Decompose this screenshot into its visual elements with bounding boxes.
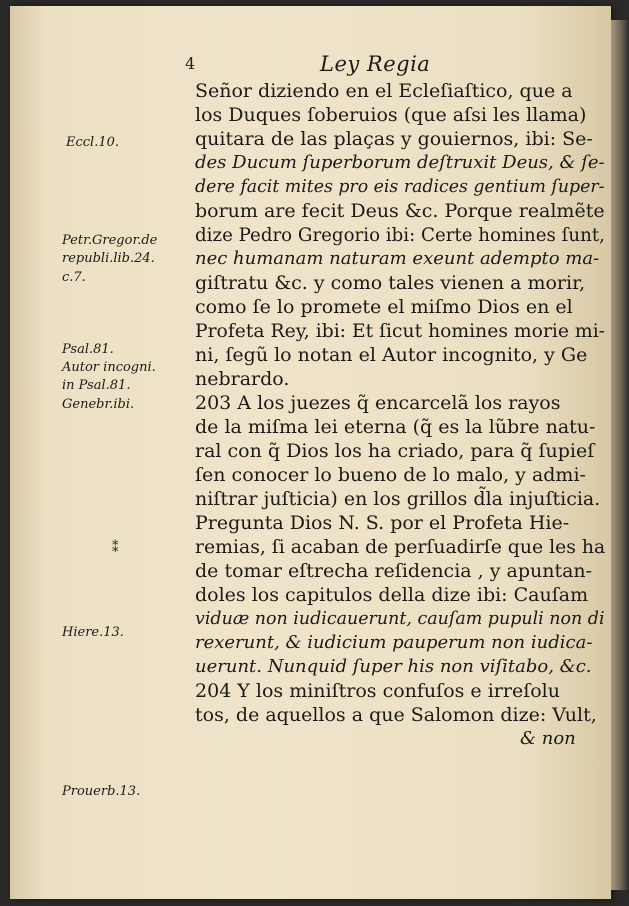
text-line: de la miſma lei eterna (q̃ es la lũbre natu-: [195, 416, 596, 438]
text-line: remias, ſi acaban de perſuadirſe que les ha: [195, 536, 606, 558]
text-line: de tomar eſtrecha reſidencia , y apuntan-: [195, 560, 593, 582]
text-line: Señor diziendo en el Ecleſiaſtico, que a: [195, 80, 573, 102]
margin-note: Petr.Gregor.de: [62, 233, 158, 248]
margin-note: c.7.: [62, 270, 86, 285]
text-line: 203 A los juezes q̃ encarcelã los rayos: [195, 392, 561, 414]
margin-note: Eccl.10.: [66, 135, 120, 150]
text-line: dize Pedro Gregorio ibi: Certe homines ſunt,: [195, 224, 605, 246]
text-line: quitara de las plaças y gouiernos, ibi: Se-: [195, 128, 593, 150]
text-line: tos, de aquellos a que Salomon dize: Vult,: [195, 704, 597, 726]
margin-note: Prouerb.13.: [62, 784, 141, 799]
text-line: 204 Y los miniſtros confuſos e irreſolu: [195, 680, 560, 702]
printer-ornament: ⁑: [112, 541, 119, 556]
text-line: borum are fecit Deus &c. Porque realmẽte: [195, 200, 605, 222]
text-line: nebrardo.: [195, 368, 290, 390]
text-line: Pregunta Dios N. S. por el Profeta Hie-: [195, 512, 570, 534]
running-title: Ley Regia: [320, 52, 431, 76]
text-line: ral con q̃ Dios los ha criado, para q̃ ſupieſ: [195, 440, 595, 462]
margin-note: Genebr.ibi.: [62, 397, 135, 412]
text-line: viduæ non iudicauerunt, cauſam pupuli non di: [195, 608, 605, 629]
catchword: & non: [520, 728, 576, 749]
text-line: des Ducum ſuperborum deſtruxit Deus, & ſe-: [195, 152, 605, 173]
text-line: nec humanam naturam exeunt adempto ma-: [195, 248, 600, 269]
margin-note: Autor incogni.: [62, 360, 156, 375]
text-line: uerunt. Nunquid ſuper his non viſitabo, &c.: [195, 656, 592, 677]
text-line: ſen conocer lo bueno de lo malo, y admi-: [195, 464, 586, 486]
page-edge: [611, 20, 629, 890]
text-line: como ſe lo promete el miſmo Dios en el: [195, 296, 573, 318]
book-page: [10, 6, 611, 899]
text-line: doles los capitulos della dize ibi: Cauſam: [195, 584, 589, 606]
text-line: los Duques ſoberuios (que aſsi les llama): [195, 104, 587, 126]
margin-note: Hiere.13.: [62, 625, 124, 640]
page-number: 4: [185, 54, 196, 73]
margin-note: Psal.81.: [62, 342, 114, 357]
text-line: niſtrar juſticia) en los grillos d̃la injuſticia.: [195, 488, 601, 510]
text-line: ni, ſegũ lo notan el Autor incognito, y Ge: [195, 344, 588, 366]
text-line: Profeta Rey, ibi: Et ſicut homines morie mi-: [195, 320, 606, 342]
margin-note: republi.lib.24.: [62, 251, 155, 266]
text-line: rexerunt, & iudicium pauperum non iudica-: [195, 632, 593, 653]
margin-note: in Psal.81.: [62, 378, 131, 393]
text-line: giſtratu &c. y como tales vienen a morir,: [195, 272, 586, 294]
text-line: dere facit mites pro eis radices gentium ſuper-: [195, 176, 605, 197]
running-head: [180, 52, 600, 80]
